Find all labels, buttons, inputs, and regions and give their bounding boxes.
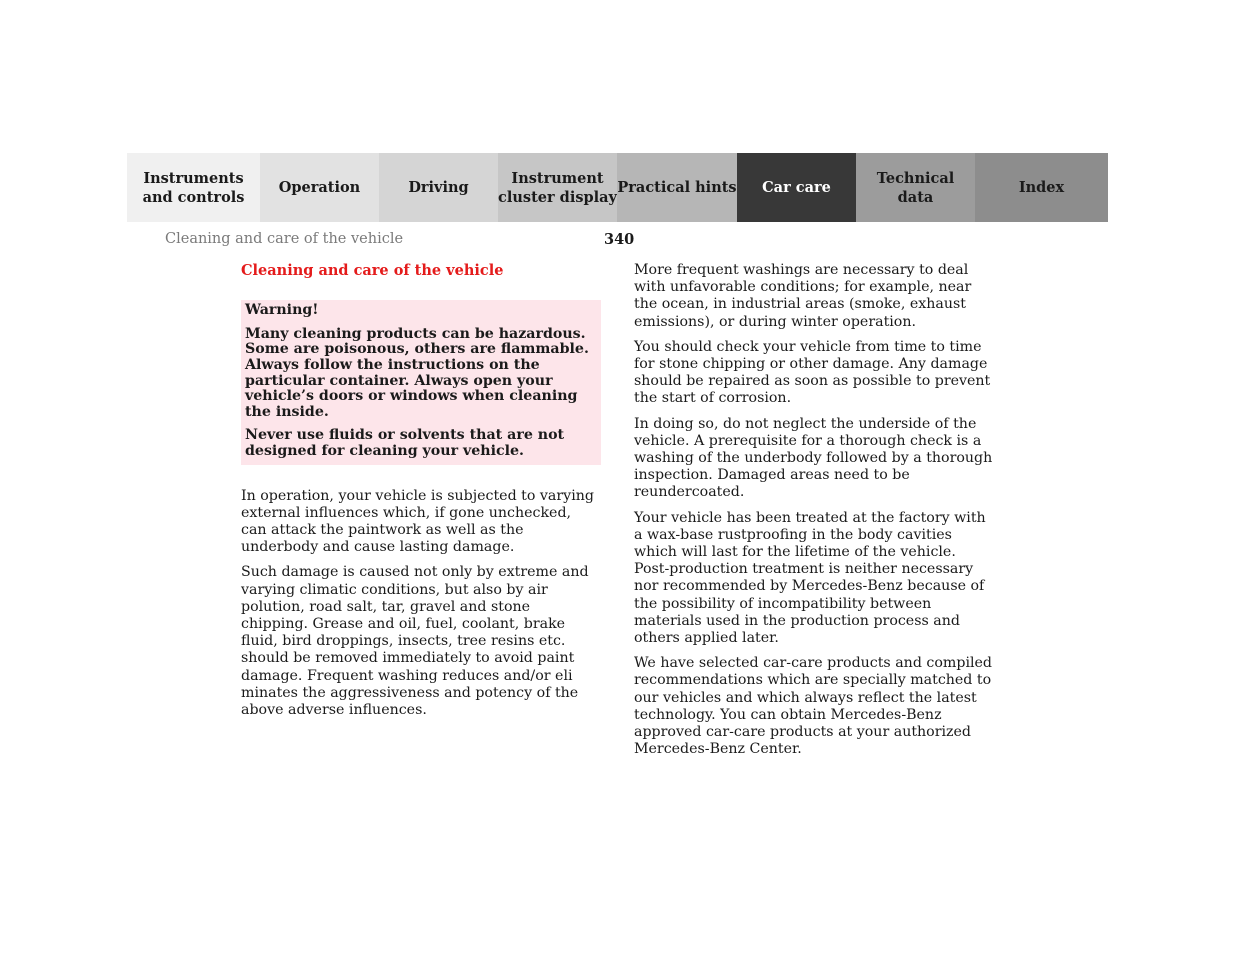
body-paragraph: In operation, your vehicle is subjected to varying external influences which, if gone unchecked, can attack the paintwork as well as the underbody and cause lasting damage. xyxy=(241,487,594,556)
body-paragraph: Such damage is caused not only by extreme and varying climatic conditions, but also by air polution, road salt, tar, gravel and stone chipping. Grease and oil, fuel, coolant, brake fluid, bird droppings, insects, tree resins etc. should be removed immediately to avoid paint damage. Frequent washing reduces and/or eli minates the aggressiveness and potency of the above adverse influences. xyxy=(241,564,589,718)
warning-paragraph: Many cleaning products can be hazardous. Some are poisonous, others are flammable. Always follow the instructions on the particular container. Always open your vehicle’s doors or windows when cleaning the inside. xyxy=(245,325,589,420)
tab-instruments-and-controls[interactable]: Instruments and controls xyxy=(127,153,260,222)
warning-title: Warning! xyxy=(245,302,319,319)
tab-technical-data[interactable]: Technical data xyxy=(856,153,975,222)
tab-instrument-cluster-display[interactable]: Instrument cluster display xyxy=(498,153,617,222)
running-head: Cleaning and care of the vehicle xyxy=(165,231,404,247)
page-number: 340 xyxy=(604,231,635,248)
section-title: Cleaning and care of the vehicle xyxy=(241,262,504,279)
tab-practical-hints[interactable]: Practical hints xyxy=(617,153,737,222)
tab-car-care[interactable]: Car care xyxy=(737,153,856,222)
left-column xyxy=(241,262,601,727)
tab-driving[interactable]: Driving xyxy=(379,153,498,222)
warning-paragraph: Never use fluids or solvents that are not designed for cleaning your vehicle. xyxy=(245,427,565,459)
body-paragraph: Your vehicle has been treated at the factory with a wax-base rustproofing in the body cavities which will last for the lifetime of the vehicle. Post-production treatment is neither necessary nor recommended by Mercedes-Benz because of the possibility of incompatibility between materials used in the production process and others applied later. xyxy=(634,509,986,647)
chapter-tab-bar xyxy=(127,153,1108,222)
warning-box xyxy=(241,300,601,464)
tab-operation[interactable]: Operation xyxy=(260,153,379,222)
right-column xyxy=(634,262,994,766)
body-paragraph: In doing so, do not neglect the underside of the vehicle. A prerequisite for a thorough check is a washing of the underbody followed by a thorough inspection. Damaged areas need to be reundercoated. xyxy=(634,415,993,501)
body-paragraph: You should check your vehicle from time to time for stone chipping or other damage. Any damage should be repaired as soon as possible to prevent the start of corrosion. xyxy=(634,338,991,407)
body-paragraph: We have selected car-care products and compiled recommendations which are specially matched to our vehicles and which always reflect the latest technology. You can obtain Mercedes-Benz approved car-care products at your authorized Mercedes-Benz Center. xyxy=(634,655,992,758)
body-paragraph: More frequent washings are necessary to deal with unfavorable conditions; for example, near the ocean, in industrial areas (smoke, exhaust emissions), or during winter operation. xyxy=(634,262,972,330)
tab-index[interactable]: Index xyxy=(975,153,1108,222)
